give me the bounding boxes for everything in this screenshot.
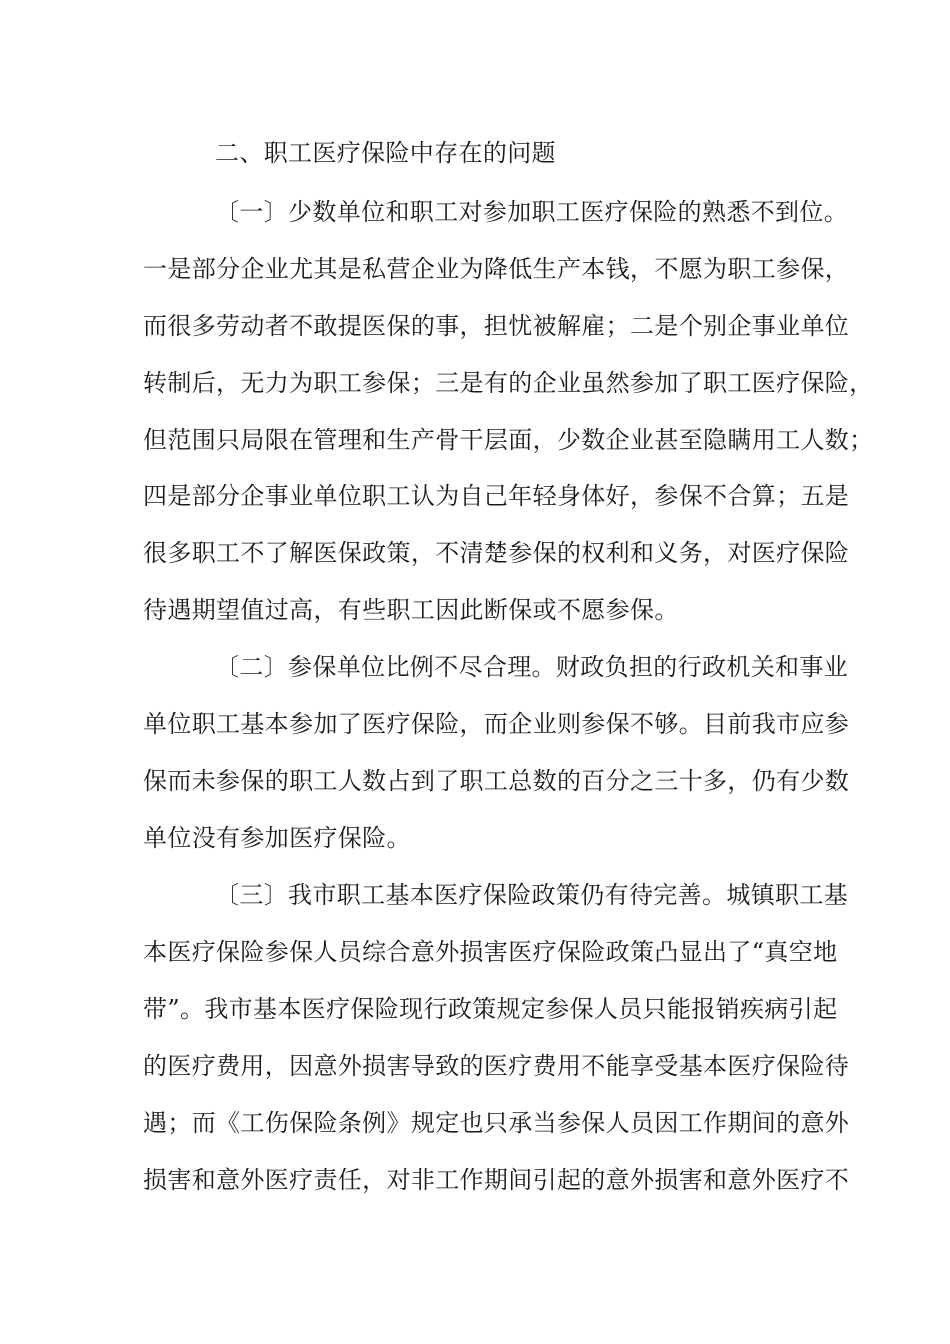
paragraph-line: 单位没有参加医疗保险。 (143, 824, 411, 852)
paragraph-line: 转制后，无力为职工参保；三是有的企业虽然参加了职工医疗保险， (143, 369, 874, 397)
paragraph-line: 保而未参保的职工人数占到了职工总数的百分之三十多，仍有少数 (143, 767, 850, 795)
paragraph-line: 〔三〕我市职工基本医疗保险政策仍有待完善。城镇职工基 (215, 881, 849, 909)
paragraph-line: 很多职工不了解医保政策，不清楚参保的权利和义务，对医疗保险 (143, 539, 850, 567)
paragraph-line: 待遇期望值过高，有些职工因此断保或不愿参保。 (143, 596, 679, 624)
paragraph-line: 四是部分企事业单位职工认为自己年轻身体好，参保不合算；五是 (143, 482, 850, 510)
paragraph-line: 损害和意外医疗责任，对非工作期间引起的意外损害和意外医疗不 (143, 1166, 850, 1194)
paragraph-line: 〔二〕参保单位比例不尽合理。财政负担的行政机关和事业 (215, 653, 849, 681)
paragraph-line: 本医疗保险参保人员综合意外损害医疗保险政策凸显出了“真空地 (143, 938, 838, 966)
paragraph-line: 带”。我市基本医疗保险现行政策规定参保人员只能报销疾病引起 (143, 995, 838, 1023)
section-heading: 二、职工医疗保险中存在的问题 (215, 139, 556, 167)
paragraph-line: 而很多劳动者不敢提医保的事，担忧被解雇；二是个别企事业单位 (143, 312, 850, 340)
paragraph-line: 〔一〕少数单位和职工对参加职工医疗保险的熟悉不到位。 (215, 198, 849, 226)
paragraph-line: 但范围只局限在管理和生产骨干层面，少数企业甚至隐瞒用工人数； (143, 426, 874, 454)
paragraph-line: 遇；而《工伤保险条例》规定也只承当参保人员因工作期间的意外 (143, 1109, 850, 1137)
paragraph-line: 的医疗费用，因意外损害导致的医疗费用不能享受基本医疗保险待 (143, 1052, 850, 1080)
paragraph-line: 一是部分企业尤其是私营企业为降低生产本钱，不愿为职工参保， (143, 255, 850, 283)
paragraph-line: 单位职工基本参加了医疗保险，而企业则参保不够。目前我市应参 (143, 710, 850, 738)
